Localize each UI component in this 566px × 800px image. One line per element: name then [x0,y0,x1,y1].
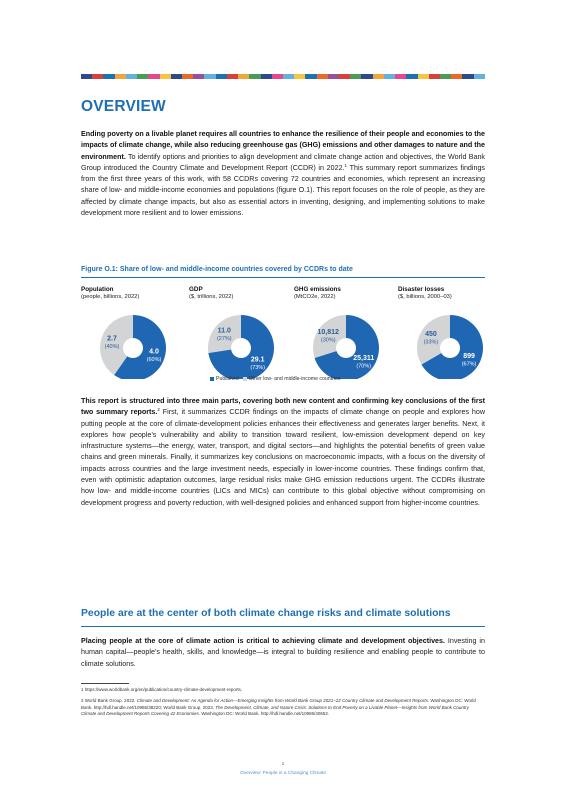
published-value-label: 25,311 [353,354,375,362]
published-value-label: 4.0 [149,348,159,356]
stripe-segment [339,74,350,79]
people-paragraph [81,636,485,670]
running-footer: Overview: People in a Changing Climate [239,771,327,776]
footnote-ref-1: 1 [344,162,348,168]
stripe-segment [137,74,148,79]
stripe-segment [328,74,339,79]
other-pct-label: (30%) [320,337,336,344]
chart-subtitle: (people, billions, 2022) [81,294,140,300]
intro-text-2: This summary report summarizes findings from the first three years of this work, with 58 CCDRs covering 72 countries and economies, which represent an increasing share of low- and middle-income economies and populations (figure O.1). This report focuses on the role of people, as they are affected by climate change impacts, but also as essential actors in inventing, designing, and implementing solutions to make development more resilient and to lower emissions. [81,163,485,218]
chart-panel-ghg [294,286,398,376]
people-text: Investing in human capital—people’s health, skills, and knowledge—is integral to building resilience and enabling people to contribute to climate solutions. [81,637,485,668]
footnote-ref-2: 2 [157,407,160,413]
published-value-label: 899 [463,352,475,360]
published-pct-label: (73%) [250,364,266,371]
chart-subtitle: (MtCO2e, 2022) [294,294,336,300]
stripe-segment [305,74,316,79]
legend-item-other [243,376,341,382]
other-value-label: 10,812 [317,329,339,337]
legend-item-published [210,376,239,382]
stripe-segment [462,74,473,79]
published-value-label: 29.1 [250,356,265,364]
stripe-segment [216,74,227,79]
stripe-segment [406,74,417,79]
chart-title: GDP [189,286,203,293]
stripe-segment [227,74,238,79]
published-pct-label: (60%) [146,357,162,364]
stripe-segment [115,74,126,79]
stripe-segment [272,74,283,79]
stripe-segment [204,74,215,79]
footnote-2-title: Climate and Development: An Agenda for Action—Emerging Insights from World Bank Group 2021–22 Country Climate and Development Reports [136,698,428,703]
stripe-segment [238,74,249,79]
stripe-segment [474,74,485,79]
stripe-segment [160,74,171,79]
figure-rule [81,277,485,278]
stripe-segment [418,74,429,79]
stripe-segment [373,74,384,79]
stripe-segment [395,74,406,79]
stripe-segment [81,74,92,79]
footnote-2-text: . Washington DC: World Bank. http://hdl.handle.net/10986/40652. [198,711,330,716]
stripe-segment [440,74,451,79]
donut-chart [189,311,293,379]
stripe-segment [350,74,361,79]
footnote-1: 1 https://www.worldbank.org/en/publication/country-climate-development-reports. [81,687,243,692]
published-pct-label: (70%) [356,363,372,370]
stripe-segment [283,74,294,79]
chart-panel-gdp [189,286,293,376]
stripe-segment [171,74,182,79]
chart-panel-population [81,286,185,376]
other-pct-label: (27%) [216,336,232,343]
other-value-label: 450 [425,331,437,339]
footnote-2-text: . Washington DC: World Bank. http://hdl.handle.net/10986/38220; World Bank Group. 2023. [81,698,476,710]
other-value-label: 2.7 [107,335,117,343]
other-pct-label: (40%) [104,343,120,350]
footnote-2 [81,698,485,718]
page-number: 1 [281,762,285,767]
published-pct-label: (67%) [461,361,477,368]
legend-swatch-other [243,377,247,381]
chart-title: GHG emissions [294,286,341,293]
stripe-segment [126,74,137,79]
stripe-segment [193,74,204,79]
structure-paragraph [81,396,485,509]
other-pct-label: (33%) [423,339,439,346]
pie-slice-other [313,315,346,358]
color-stripe [81,74,485,79]
other-value-label: 11.0 [217,327,231,335]
page-title: OVERVIEW [81,98,166,115]
stripe-segment [182,74,193,79]
footnote-rule [81,683,129,684]
figure-title: Figure O.1: Share of low- and middle-income countries covered by CCDRs to date [81,266,353,273]
legend-label-other: Other low- and middle-income countries [248,376,341,382]
stripe-segment [451,74,462,79]
donut-chart [398,311,502,379]
stripe-segment [384,74,395,79]
stripe-segment [361,74,372,79]
stripe-segment [103,74,114,79]
stripe-segment [429,74,440,79]
intro-paragraph [81,129,485,219]
donut-chart [294,311,398,379]
stripe-segment [249,74,260,79]
section-rule [81,626,485,627]
structure-bold-lead: This report is structured into three main parts, covering both new content and confirming key conclusions of the first two summary reports. [81,397,485,417]
people-bold-lead: Placing people at the core of climate action is critical to achieving climate and development objectives. [81,637,445,645]
intro-text-1: To identify options and priorities to align development and climate change action and objectives, the World Bank Group introduced the Country Climate and Development Report (CCDR) in 2022. [81,152,485,172]
intro-bold-lead: Ending poverty on a livable planet requires all countries to enhance the resilience of their people and economies to the impacts of climate change, while also reducing greenhouse gas (GHG) emissions and other damages to nature and the environment. [81,130,485,161]
chart-subtitle: ($, billions, 2000–03) [398,294,452,300]
stripe-segment [294,74,305,79]
chart-title: Population [81,286,114,293]
chart-subtitle: ($, trillions, 2022) [189,294,234,300]
legend-label-published: Published [216,376,239,382]
stripe-segment [261,74,272,79]
stripe-segment [92,74,103,79]
structure-text: First, it summarizes CCDR findings on the impacts of climate change on people and explores how putting people at the core of climate-development policies enhances their effectiveness and generates larger benefits. Next, it explores how people’s vulnerability and ability to transition toward resilient, low-emission development depend on key infrastructure systems—the energy, water, transport, and digital sectors—and highlights the potential benefits of green value chains and green minerals. Finally, it summarizes key conclusions on macroeconomic impacts, with a focus on the diversity of impacts across countries and the large investment needs, especially in lower-income countries. These findings confirm that, even with optimistic adaptation outcomes, large residual risks make GHG emission reductions urgent. The CCDRs illustrate how low- and middle-income countries (LICs and MICs) can contribute to this global objective without compromising on development progress and poverty reduction, with well-designed policies and enhanced support from higher-income countries. [81,408,485,507]
chart-legend [210,376,340,382]
footnote-2-text: 2 World Bank Group. 2022. [81,698,137,703]
stripe-segment [148,74,159,79]
chart-panel-disaster [398,286,502,376]
stripe-segment [317,74,328,79]
donut-chart [81,311,185,379]
chart-title: Disaster losses [398,286,445,293]
footnote-2-title: The Development, Climate, and Nature Crisis: Solutions to End Poverty on a Livable Planet—Insights from World Bank Country Climate and Development Reports Covering 42 Economies [81,704,469,716]
legend-swatch-published [210,377,214,381]
section-title: People are at the center of both climate change risks and climate solutions [81,608,451,619]
